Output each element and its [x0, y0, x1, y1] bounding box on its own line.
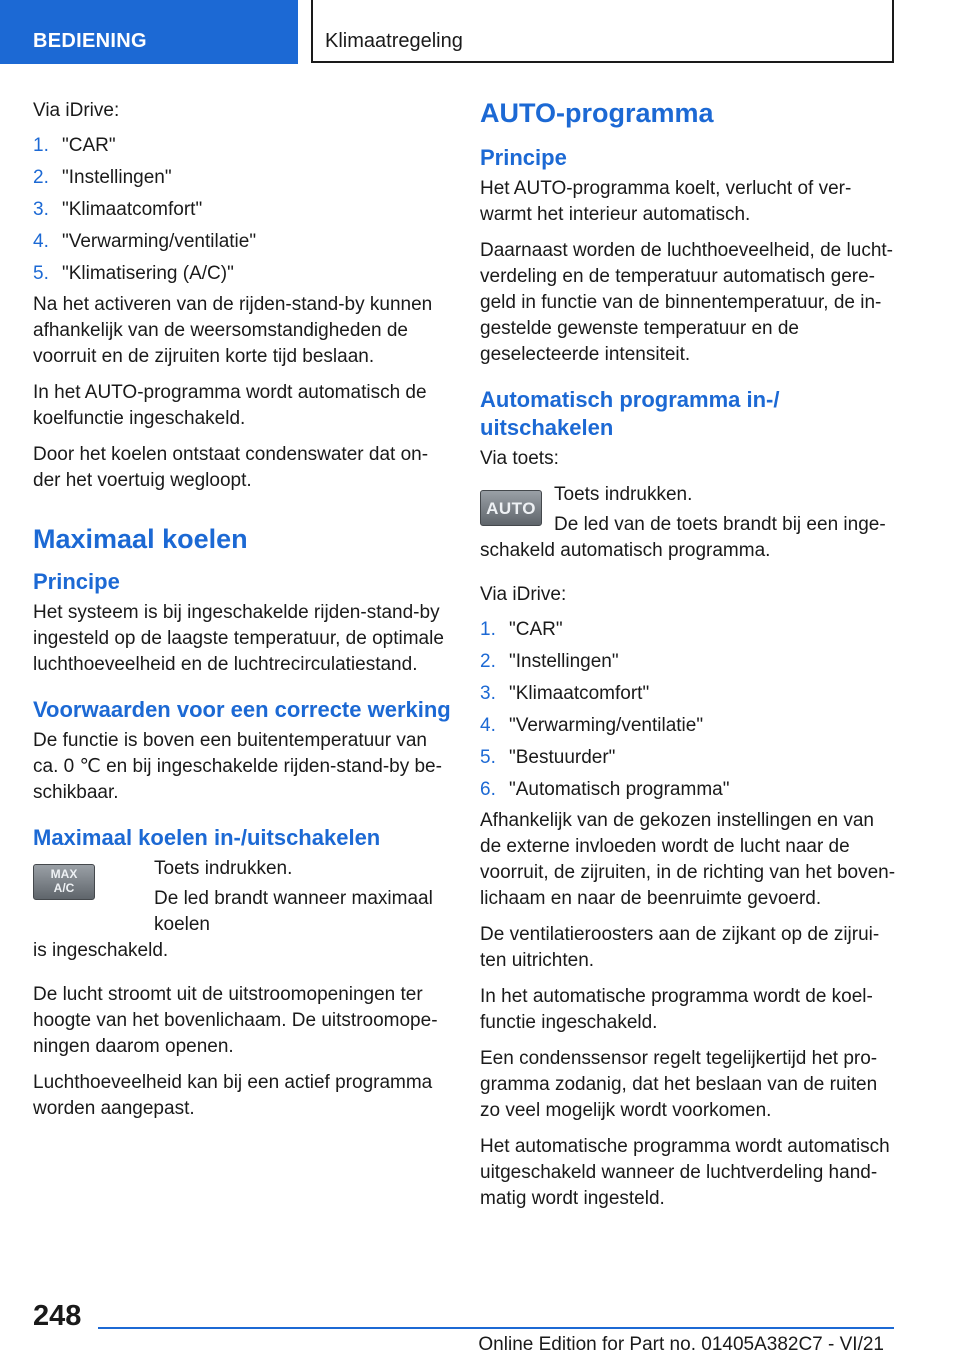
- paragraph: Afhankelijk van de gekozen instellingen en van de externe invloeden wordt de lucht naar de voorruit, de zijruiten, in de richting van het boven-lichaam en naar de beenruimte gevoerd.: [480, 810, 896, 909]
- paragraph: Luchthoeveelheid kan bij een actief programma worden aangepast.: [33, 1072, 433, 1119]
- led-text-continued: is ingeschakeld.: [33, 940, 169, 961]
- heading-voorwaarden: Voorwaarden voor een correcte werking: [33, 697, 451, 722]
- paragraph: Het AUTO-programma koelt, verlucht of ver-warmt het interieur automatisch.: [480, 178, 852, 225]
- list-item: 3. "Klimaatcomfort": [33, 199, 203, 220]
- page-number: 248: [33, 1300, 82, 1332]
- led-text: De led van de toets brandt bij een inge-: [554, 514, 886, 535]
- chapter-tab: [311, 0, 894, 63]
- paragraph: Het automatische programma wordt automatisch uitgeschakeld wanneer de luchtverdeling hand-matig wordt ingesteld.: [480, 1136, 890, 1209]
- list-item: 3. "Klimaatcomfort": [480, 683, 650, 704]
- led-text: De led brandt wanneer maximaal koelen: [154, 888, 433, 935]
- led-text-continued: schakeld automatisch programma.: [480, 540, 771, 561]
- paragraph: In het AUTO-programma wordt automatisch de koelfunctie ingeschakeld.: [33, 382, 427, 429]
- heading-max-koelen: Maximaal koelen: [33, 524, 248, 554]
- section-tab: [0, 0, 298, 64]
- list-item: 6. "Automatisch programma": [480, 779, 730, 800]
- list-item: 2. "Instellingen": [480, 651, 619, 672]
- press-instruction: Toets indrukken.: [154, 858, 293, 879]
- section-title: BEDIENING: [33, 30, 147, 52]
- list-item: 5. "Bestuurder": [480, 747, 616, 768]
- heading-principe: Principe: [480, 145, 567, 170]
- idrive-intro: Via iDrive:: [480, 584, 567, 605]
- list-item: 1. "CAR": [33, 135, 116, 156]
- edition-note: Online Edition for Part no. 01405A382C7 - VI/21: [478, 1334, 884, 1355]
- auto-button-icon: AUTO: [480, 490, 542, 526]
- list-item: 4. "Verwarming/ventilatie": [33, 231, 257, 252]
- paragraph: Een condenssensor regelt tegelijkertijd het pro-gramma zodanig, dat het beslaan van de ruiten zo veel mogelijk wordt voorkomen.: [480, 1048, 878, 1121]
- heading-principe: Principe: [33, 569, 120, 594]
- list-item: 1. "CAR": [480, 619, 563, 640]
- right-column: [480, 96, 900, 1222]
- idrive-steps-left: [33, 130, 453, 290]
- paragraph: Het systeem is bij ingeschakelde rijden-stand-by ingesteld op de laagste temperatuur, de optimale luchthoeveelheid en de luchtrecirculatiestand.: [33, 602, 444, 675]
- max-ac-button-icon: MAX A/C: [33, 864, 95, 900]
- auto-button-row: [480, 482, 900, 538]
- paragraph: De lucht stroomt uit de uitstroomopeningen ter hoogte van het bovenlichaam. De uitstroomope-ningen daarom openen.: [33, 984, 438, 1057]
- paragraph: De functie is boven een buitentemperatuur van ca. 0 ℃ en bij ingeschakelde rijden-stand-by be-schikbaar.: [33, 730, 442, 803]
- paragraph: Daarnaast worden de luchthoeveelheid, de lucht-verdeling en de temperatuur automatisch gere-geld in functie van de binnentemperatuur, de in-gestelde gewenste temperatuur en de geselecteerde intensiteit.: [480, 240, 893, 365]
- list-item: 2. "Instellingen": [33, 167, 172, 188]
- paragraph: Door het koelen ontstaat condenswater dat on-der het voertuig wegloopt.: [33, 444, 429, 491]
- via-toets: Via toets:: [480, 448, 559, 469]
- heading-max-inuit: Maximaal koelen in-/uitschakelen: [33, 825, 381, 850]
- list-item: 4. "Verwarming/ventilatie": [480, 715, 704, 736]
- heading-auto-programma: AUTO-programma: [480, 98, 714, 128]
- footer-divider: [98, 1327, 894, 1329]
- paragraph: In het automatische programma wordt de koel-functie ingeschakeld.: [480, 986, 873, 1033]
- max-ac-button-row: [33, 856, 453, 938]
- press-instruction: Toets indrukken.: [554, 484, 693, 505]
- paragraph: Na het activeren van de rijden-stand-by kunnen afhankelijk van de weersomstandigheden de voorruit en de zijruiten korte tijd beslaan.: [33, 294, 433, 367]
- idrive-steps-right: [480, 614, 900, 806]
- chapter-title: Klimaatregeling: [325, 30, 463, 52]
- heading-auto-inuit: Automatisch programma in-/ uitschakelen: [480, 387, 780, 440]
- list-item: 5. "Klimatisering (A/C)": [33, 263, 234, 284]
- paragraph: De ventilatieroosters aan de zijkant op de zijrui-ten uitrichten.: [480, 924, 880, 971]
- idrive-intro: Via iDrive:: [33, 100, 120, 121]
- left-column: [33, 98, 453, 1132]
